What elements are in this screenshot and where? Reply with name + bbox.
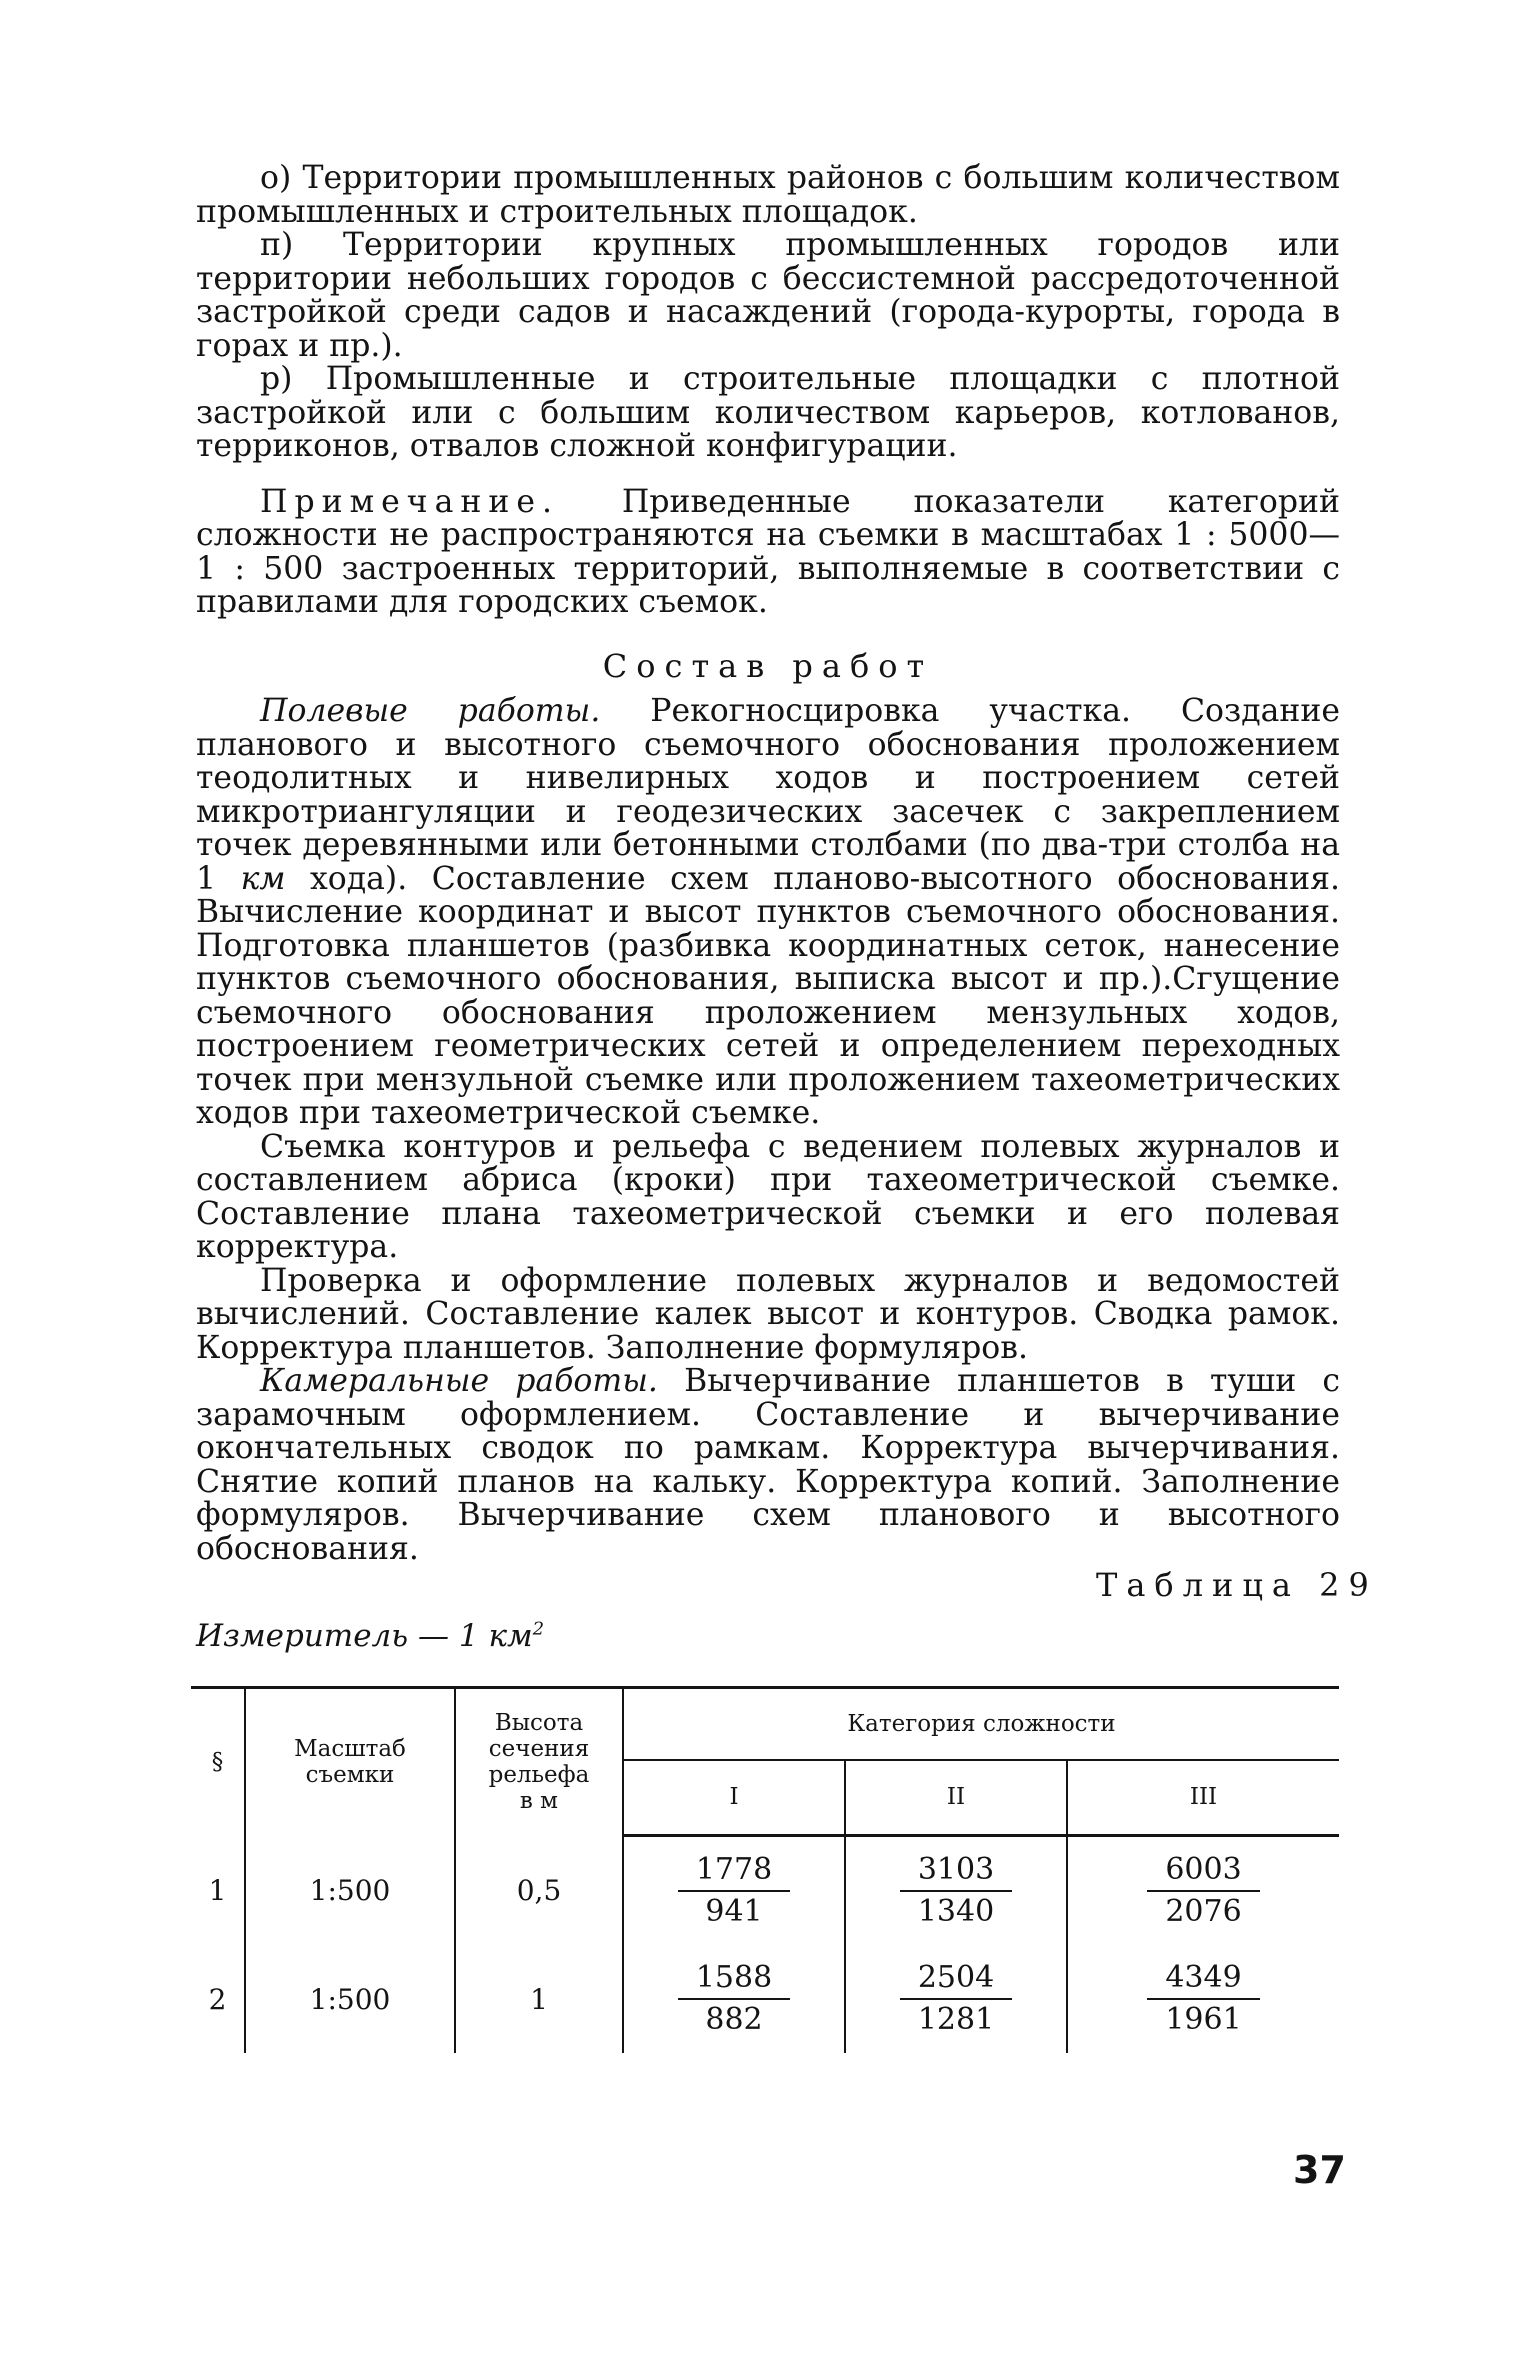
header-cat-1: I	[623, 1760, 845, 1836]
survey-paragraph: Съемка контуров и рельефа с ведением полевых журналов и составлением абриса (кроки) при тахеометрической съемке. Составление плана тахеометрической съемки и его полевая корректура.	[196, 1128, 1340, 1265]
row-number: 1	[208, 1873, 227, 1907]
row-height: 0,5	[455, 1836, 623, 1946]
table-row	[191, 1945, 1339, 2053]
meter-sup: 2	[532, 1618, 545, 1640]
measurement-unit	[196, 1618, 544, 1654]
table-row	[191, 1836, 1339, 1946]
office-work-paragraph	[196, 1365, 1340, 1566]
fraction	[1147, 1850, 1259, 1932]
row-scale: 1:500	[245, 1945, 455, 2053]
page-number: 37	[1293, 2148, 1346, 2192]
row-number: 2	[208, 1982, 227, 2016]
paragraph-o: о) Территории промышленных районов с большим количеством промышленных и строительных площадок.	[196, 160, 1340, 230]
fraction	[678, 1850, 790, 1932]
fraction	[1147, 1958, 1259, 2040]
fraction-bottom: 1961	[1165, 2002, 1242, 2037]
cell-cat-1	[623, 1836, 845, 1946]
header-section: §	[191, 1688, 245, 1836]
note-label: Примечание.	[260, 483, 560, 520]
fraction-top: 6003	[1147, 1850, 1259, 1892]
field-work-text-1: Рекогносцировка участка. Создание планового и высотного съемочного обоснования проложением теодолитных и нивелирных ходов и построением сетей микротриангуляции и геодезических засечек с закреплением точек деревянными или бетонными столбами (по два-три столба на 1	[196, 693, 1340, 897]
fraction-top: 1778	[678, 1850, 790, 1892]
fraction-bottom: 1281	[917, 2002, 995, 2037]
office-work-text: Вычерчивание планшетов в туши с зарамочным оформлением. Составление и вычерчивание окончательных сводок по рамкам. Корректура вычерчивания. Снятие копий планов на кальку. Корректура копий. Заполнение формуляров. Вычерчивание схем планового и высотного обоснования.	[196, 1363, 1340, 1567]
cell-cat-3	[1067, 1836, 1339, 1946]
cell-cat-3	[1067, 1945, 1339, 2053]
fraction-bottom: 2076	[1165, 1894, 1242, 1929]
note-text: Приведенные показатели категорий сложности не распространяются на съемки в масштабах 1 : 5000—1 : 500 застроенных территорий, выполняемые в соответствии с правилами для городских съемок.	[196, 483, 1340, 620]
fraction	[678, 1958, 790, 2040]
fraction	[900, 1958, 1012, 2040]
row-height: 1	[455, 1945, 623, 2053]
field-work-label: Полевые работы.	[260, 693, 601, 729]
fraction	[900, 1850, 1012, 1932]
fraction-bottom: 1340	[917, 1894, 995, 1929]
fraction-top: 4349	[1147, 1958, 1259, 2000]
paragraph-p: п) Территории крупных промышленных городов или территории небольших городов с бессистемной рассредоточенной застройкой среди садов и насаждений (города-курорты, города в горах и пр.).	[196, 227, 1340, 364]
cell-cat-1	[623, 1945, 845, 2053]
header-cat-3: III	[1067, 1760, 1339, 1836]
fraction-top: 3103	[900, 1850, 1012, 1892]
table-label: Таблица 29	[1096, 1566, 1378, 1604]
header-cat-2: II	[845, 1760, 1067, 1836]
field-work-paragraph	[196, 695, 1340, 1131]
section-heading: Состав работ	[602, 646, 934, 685]
cell-cat-2	[845, 1945, 1067, 2053]
body-text	[196, 162, 1340, 1566]
paragraph-r: р) Промышленные и строительные площадки с плотной застройкой или с большим количеством карьеров, котлованов, терриконов, отвалов сложной конфигурации.	[196, 361, 1340, 464]
note-paragraph	[196, 483, 1340, 620]
field-work-text-2: хода). Составление схем планово-высотного обоснования. Вычисление координат и высот пунктов съемочного обоснования. Подготовка планшетов (разбивка координатных сеток, нанесение пунктов съемочного обоснования, выписка высот и пр.).Сгущение съемочного обоснования проложением мензульных ходов, построением геометрических сетей и определением переходных точек при мензульной съемке или проложением тахеометрических ходов при тахеометрической съемке.	[196, 860, 1340, 1131]
row-scale: 1:500	[245, 1836, 455, 1946]
header-category: Категория сложности	[623, 1688, 1339, 1760]
km-unit: км	[240, 860, 286, 897]
fraction-bottom: 882	[705, 2002, 763, 2037]
fraction-top: 1588	[678, 1958, 790, 2000]
cell-cat-2	[845, 1836, 1067, 1946]
check-paragraph: Проверка и оформление полевых журналов и ведомостей вычислений. Составление калек высот и контуров. Сводка рамок. Корректура планшетов. Заполнение формуляров.	[196, 1262, 1340, 1366]
meter-text: Измеритель — 1 км	[196, 1618, 533, 1654]
data-table	[191, 1686, 1339, 2053]
header-height: Высота сечения рельефа в м	[455, 1688, 623, 1836]
fraction-top: 2504	[900, 1958, 1012, 2000]
header-scale: Масштаб съемки	[245, 1688, 455, 1836]
office-work-label: Камеральные работы.	[260, 1363, 658, 1399]
fraction-bottom: 941	[705, 1894, 763, 1929]
